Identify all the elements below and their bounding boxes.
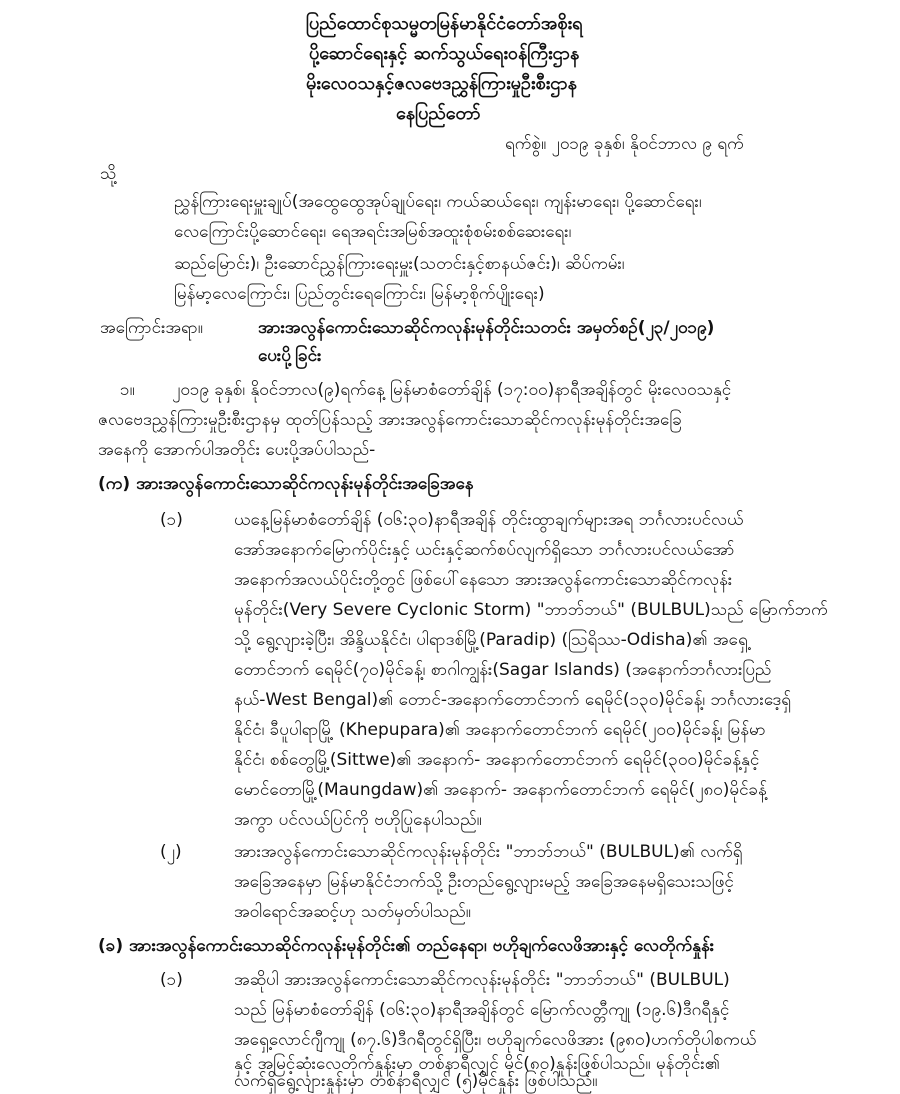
item-line: အော်အနောက်မြောက်ပိုင်းနှင့် ယင်းနှင့်ဆက်စပ်လျက်ရှိသော ဘင်္ဂလားပင်လယ်အော်: [234, 540, 735, 560]
item-line: အခြေအနေမှာ မြန်မာနိုင်ငံဘက်သို့ ဦးတည်ရွေ့လျားမည့် အခြေအနေမရှိသေးသဖြင့်: [234, 872, 734, 892]
item-line: အကွာ ပင်လယ်ပြင်ကို ဗဟိုပြုနေပါသည်။: [234, 810, 482, 830]
paragraph-line: အနေကို အောက်ပါအတိုင်း ပေးပို့အပ်ပါသည်-: [98, 440, 376, 460]
item-line: တောင်ဘက် ရေမိုင်(၇၀)မိုင်ခန့်၊ စာဂါကျွန်း(Sagar Islands) (အနောက်ဘင်္ဂလားပြည်: [234, 660, 772, 680]
item-number: (၁): [160, 970, 183, 990]
recipient-line: လေကြောင်းပို့ဆောင်ရေး၊ ရေအရင်းအမြစ်အထူးစုံစမ်းစစ်ဆေးရေး၊: [174, 222, 572, 242]
section-b-heading: (ခ) အားအလွန်ကောင်းသောဆိုင်ကလုန်းမုန်တိုင်း၏ တည်နေရာ၊ ဗဟိုချက်လေဖိအားနှင့် လေတိုက်နှုန်း: [98, 936, 715, 956]
item-line: နယ်-West Bengal)၏ တောင်-အနောက်တောင်ဘက် ရေမိုင်(၁၃၀)မိုင်ခန့်၊ ဘင်္ဂလားဒေ့ရှ်: [234, 690, 792, 710]
item-line: မောင်တောမြို့(Maungdaw)၏ အနောက်- အနောက်တောင်ဘက် ရေမိုင်(၂၈၀)မိုင်ခန့်: [234, 780, 767, 800]
subject-line: ပေးပို့ခြင်း: [258, 346, 322, 366]
item-line: နိုင်ငံ၊ စစ်တွေမြို့(Sittwe)၏ အနောက်- အနောက်တောင်ဘက် ရေမိုင်(၃၀၀)မိုင်ခန့်နှင့်: [234, 750, 760, 770]
header-city: နေပြည်တော်: [396, 103, 481, 124]
item-line: သို့ ရွေ့လျားခဲ့ပြီး၊ အိန္ဒိယနိုင်ငံ၊ ပါရာဒစ်မြို့(Paradip) (ဩရိဿ-Odisha)၏ အရှေ့: [234, 630, 748, 650]
paragraph-line: ၂၀၁၉ ခုနှစ်၊ နိုဝင်ဘာလ(၉)ရက်နေ့ မြန်မာစံတော်ချိန် (၁၇:၀၀)နာရီအချိန်တွင် မိုးလေဝသနှင့်: [172, 380, 732, 400]
letter-date: ရက်စွဲ။ ၂၀၁၉ ခုနှစ်၊ နိုဝင်ဘာလ ၉ ရက်: [505, 134, 744, 154]
recipient-line: မြန်မာ့လေကြောင်း၊ ပြည်တွင်းရေကြောင်း၊ မြန်မာ့စိုက်ပျိုးရေး): [174, 284, 545, 304]
header-ministry: ပို့ဆောင်ရေးနှင့် ဆက်သွယ်ရေးဝန်ကြီးဌာန: [309, 43, 580, 64]
recipient-line: ညွှန်ကြားရေးမှူးချုပ်(အထွေထွေအုပ်ချုပ်ရေး၊ ကယ်ဆယ်ရေး၊ ကျန်းမာရေး၊ ပို့ဆောင်ရေး၊: [174, 192, 702, 212]
paragraph-number: ၁။: [120, 380, 135, 400]
item-line: ယနေ့မြန်မာစံတော်ချိန် (၀၆:၃၀)နာရီအချိန် တိုင်းထွာချက်များအရ ဘင်္ဂလားပင်လယ်: [234, 510, 744, 530]
header-department: မိုးလေဝသနှင့်ဇလဗေဒညွှန်ကြားမှုဦးစီးဌာန: [306, 73, 577, 94]
recipient-line: ဆည်မြောင်း)၊ ဦးဆောင်ညွှန်ကြားရေးမှူး(သတင်းနှင့်စာနယ်ဇင်း)၊ ဆိပ်ကမ်း၊: [174, 254, 625, 274]
item-line: သည် မြန်မာစံတော်ချိန် (၀၆:၃၀)နာရီအချိန်တွင် မြောက်လတ္တီကျု (၁၉.၆)ဒီဂရီနှင့်: [234, 1000, 730, 1020]
header-government: ပြည်ထောင်စုသမ္မတမြန်မာနိုင်ငံတော်အစိုးရ: [306, 13, 583, 34]
paragraph-line: ဇလဗေဒညွှန်ကြားမှုဦးစီးဌာနမှ ထုတ်ပြန်သည့် အားအလွန်ကောင်းသောဆိုင်ကလုန်းမုန်တိုင်းအခြေ: [98, 410, 682, 430]
section-a-heading: (က) အားအလွန်ကောင်းသောဆိုင်ကလုန်းမုန်တိုင်းအခြေအနေ: [98, 474, 474, 494]
item-line: နိုင်ငံ၊ ခီပူပါရာမြို့ (Khepupara)၏ အနောက်တောင်ဘက် ရေမိုင်(၂၀၀)မိုင်ခန့်၊ မြန်မာ: [234, 720, 766, 740]
item-line: အဆိုပါ အားအလွန်ကောင်းသောဆိုင်ကလုန်းမုန်တိုင်း "ဘာဘ်ဘယ်" (BULBUL): [234, 970, 730, 990]
item-line: မုန်တိုင်း(Very Severe Cyclonic Storm) "ဘာဘ်ဘယ်" (BULBUL)သည် မြောက်ဘက်: [234, 600, 828, 620]
item-line: အနောက်အလယ်ပိုင်းတို့တွင် ဖြစ်ပေါ်နေသော အားအလွန်ကောင်းသောဆိုင်ကလုန်း: [234, 570, 733, 590]
item-line: အရှေ့လောင်ဂျီကျု (၈၇.၆)ဒီဂရီတွင်ရှိပြီး၊ ဗဟိုချက်လေဖိအား (၉၈၀)ဟက်တိုပါစကယ်: [234, 1030, 757, 1050]
item-line: အားအလွန်ကောင်းသောဆိုင်ကလုန်းမုန်တိုင်း "ဘာဘ်ဘယ်" (BULBUL)၏ လက်ရှိ: [234, 842, 743, 862]
item-line: အဝါရောင်အဆင့်ဟု သတ်မှတ်ပါသည်။: [234, 902, 471, 922]
item-line: နှင့် အမြင့်ဆုံးလေတိုက်နှုန်းမှာ တစ်နာရီလျှင် မိုင်(၈၀)နှုန်းဖြစ်ပါသည်။ မုန်တိုင်း၏: [234, 1054, 720, 1074]
subject-label: အကြောင်းအရာ။: [100, 318, 203, 338]
item-number: (၁): [160, 510, 183, 530]
item-number: (၂): [160, 842, 182, 862]
item-line: လက်ရှိရွေ့လျားနှုန်းမှာ တစ်နာရီလျှင် (၅)မိုင်နှုန်း ဖြစ်ပါသည်။: [234, 1071, 598, 1091]
subject-line: အားအလွန်ကောင်းသောဆိုင်ကလုန်းမုန်တိုင်းသတင်း အမှတ်စဉ်(၂၃/၂၀၁၉): [258, 318, 715, 338]
to-label: သို့: [100, 164, 117, 184]
